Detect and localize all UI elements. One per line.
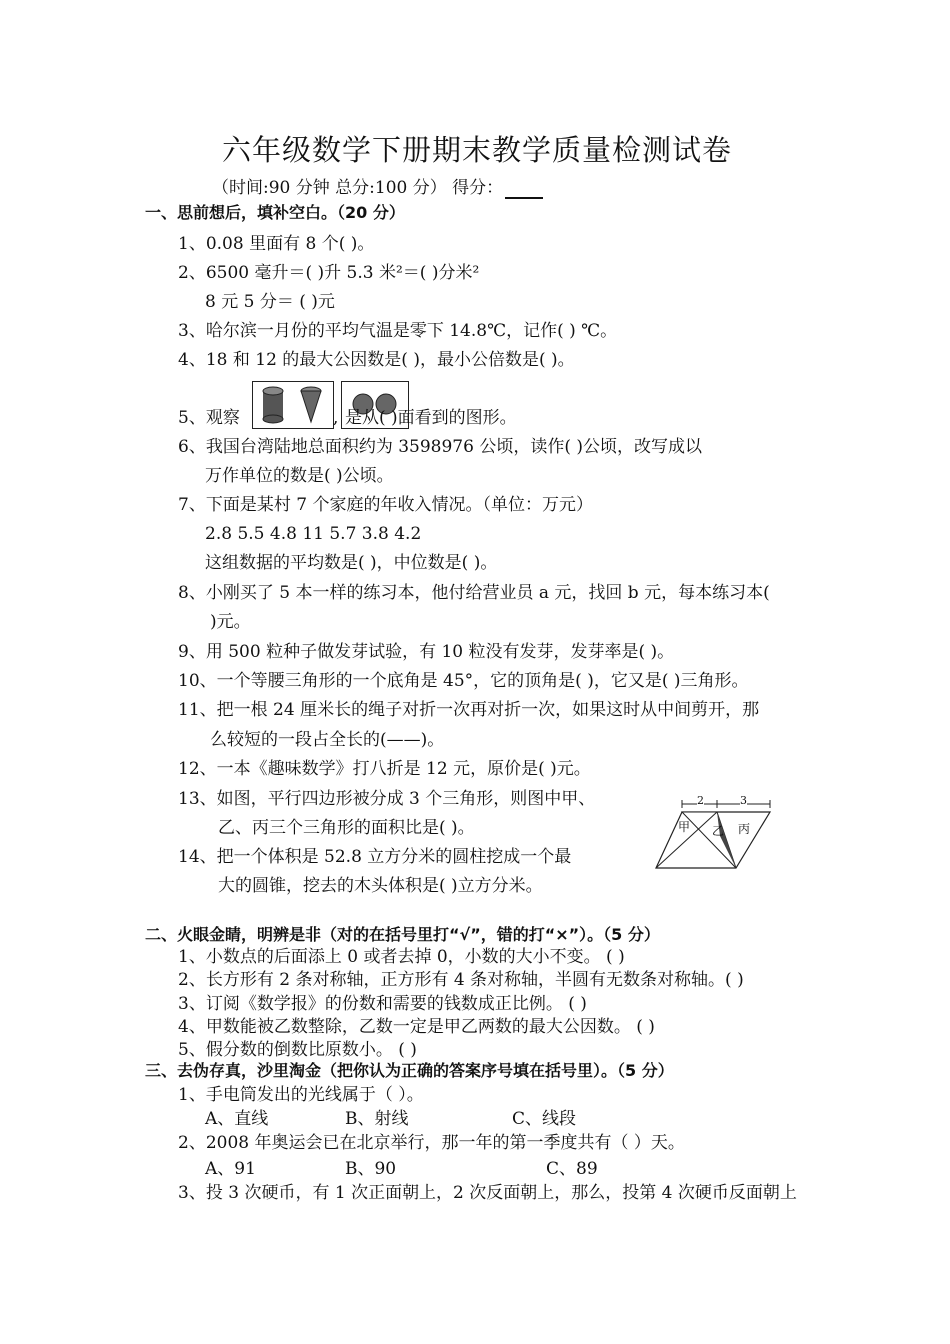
- q2-3: 3、订阅《数学报》的份数和需要的钱数成正比例。 ( ): [178, 994, 587, 1014]
- q1-8b: )元。: [210, 612, 251, 632]
- page-title: 六年级数学下册期末教学质量检测试卷: [222, 133, 733, 167]
- exam-info-text: （时间:90 分钟 总分:100 分） 得分：: [212, 178, 504, 198]
- q3-1-option-a: A、直线: [205, 1109, 269, 1129]
- q3-2-option-b: B、90: [345, 1159, 397, 1179]
- q3-1-option-b: B、射线: [345, 1109, 409, 1129]
- fig-label-yi: 乙: [712, 824, 725, 838]
- q2-5: 5、假分数的倒数比原数小。 ( ): [178, 1040, 417, 1060]
- q1-1: 1、0.08 里面有 8 个( )。: [178, 234, 375, 254]
- q1-9: 9、用 500 粒种子做发芽试验，有 10 粒没有发芽，发芽率是( )。: [178, 642, 675, 662]
- solid-figures-image: [252, 381, 334, 429]
- q3-1: 1、手电筒发出的光线属于（ ）。: [178, 1085, 424, 1105]
- fig-label-jia: 甲: [678, 820, 691, 834]
- section1-heading: 一、思前想后，填补空白。（20 分）: [145, 203, 405, 222]
- q1-11b: 么较短的一段占全长的(——)。: [210, 730, 445, 750]
- q3-2-option-c: C、89: [546, 1159, 598, 1179]
- q1-4: 4、18 和 12 的最大公因数是( )，最小公倍数是( )。: [178, 350, 575, 370]
- q3-2: 2、2008 年奥运会已在北京举行，那一年的第一季度共有（ ）天。: [178, 1133, 685, 1153]
- q2-1: 1、小数点的后面添上 0 或者去掉 0，小数的大小不变。 ( ): [178, 947, 625, 967]
- q3-2-option-a: A、91: [205, 1159, 256, 1179]
- q1-11: 11、把一根 24 厘米长的绳子对折一次再对折一次，如果这时从中间剪开，那: [178, 700, 760, 720]
- fig-label-3: 3: [740, 794, 747, 807]
- fig-label-bing: 丙: [738, 822, 751, 836]
- q1-7-data: 2.8 5.5 4.8 11 5.7 3.8 4.2: [205, 524, 422, 544]
- q1-2b: 8 元 5 分＝ ( )元: [205, 292, 335, 312]
- q1-14: 14、把一个体积是 52.8 立方分米的圆柱挖成一个最: [178, 847, 572, 867]
- q1-6: 6、我国台湾陆地总面积约为 3598976 公顷，读作( )公顷，改写成以: [178, 437, 703, 457]
- q1-7b: 这组数据的平均数是( )，中位数是( )。: [205, 553, 498, 573]
- q1-13: 13、如图，平行四边形被分成 3 个三角形，则图中甲、: [178, 789, 596, 809]
- q3-1-option-c: C、线段: [512, 1109, 577, 1129]
- q1-7: 7、下面是某村 7 个家庭的年收入情况。（单位：万元）: [178, 495, 593, 515]
- q3-3: 3、投 3 次硬币，有 1 次正面朝上，2 次反面朝上，那么，投第 4 次硬币反面朝上: [178, 1183, 797, 1203]
- q1-3: 3、哈尔滨一月份的平均气温是零下 14.8℃，记作( ) ℃。: [178, 321, 618, 341]
- q1-5-lead: 5、观察: [178, 408, 240, 428]
- q1-14b: 大的圆锥，挖去的木头体积是( )立方分米。: [218, 876, 543, 896]
- q1-5-comma: ,: [333, 408, 339, 428]
- exam-info: [212, 177, 543, 199]
- score-blank[interactable]: [505, 179, 543, 199]
- section3-heading: 三、去伪存真，沙里淘金（把你认为正确的答案序号填在括号里）。（5 分）: [145, 1061, 674, 1080]
- q1-8: 8、小刚买了 5 本一样的练习本，他付给营业员 a 元，找回 b 元，每本练习本(: [178, 583, 770, 603]
- parallelogram-figure: [650, 796, 780, 872]
- cylinder-cone-icon: [253, 382, 333, 428]
- fig-label-2: 2: [697, 794, 704, 807]
- q1-6b: 万作单位的数是( )公顷。: [205, 466, 394, 486]
- q1-12: 12、一本《趣味数学》打八折是 12 元，原价是( )元。: [178, 759, 591, 779]
- q2-2: 2、长方形有 2 条对称轴，正方形有 4 条对称轴，半圆有无数条对称轴。( ): [178, 970, 744, 990]
- section2-heading: 二、火眼金睛，明辨是非（对的在括号里打“√”，错的打“×”）。（5 分）: [145, 925, 660, 944]
- q1-13b: 乙、丙三个三角形的面积比是( )。: [218, 818, 475, 838]
- q1-5-tail: 是从( )面看到的图形。: [345, 408, 517, 428]
- q1-10: 10、一个等腰三角形的一个底角是 45°，它的顶角是( )，它又是( )三角形。: [178, 671, 749, 691]
- q2-4: 4、甲数能被乙数整除，乙数一定是甲乙两数的最大公因数。 ( ): [178, 1017, 655, 1037]
- q1-2: 2、6500 毫升＝( )升 5.3 米²＝( )分米²: [178, 263, 480, 283]
